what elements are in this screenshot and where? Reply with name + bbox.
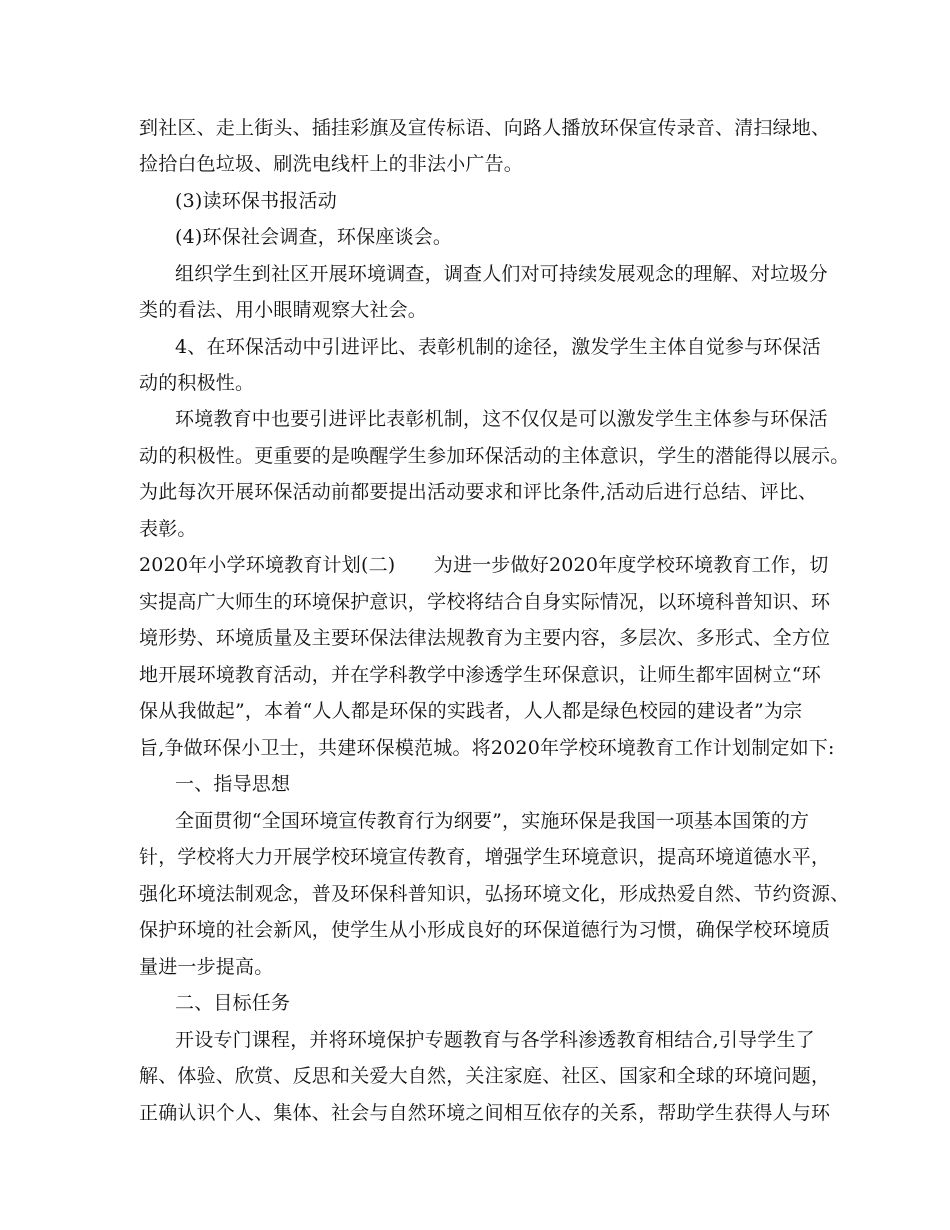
text-line: 旨,争做环保小卫士，共建环保模范城。将2020年学校环境教育工作计划制定如下:	[139, 737, 835, 759]
text-line: 为此每次开展环保活动前都要提出活动要求和评比条件,活动后进行总结、评比、	[139, 481, 818, 503]
text-line: 量进一步提高。	[139, 956, 274, 978]
paragraph-start: 环境教育中也要引进评比表彰机制，这不仅仅是可以激发学生主体参与环保活	[175, 408, 828, 430]
text-line: 解、体验、欣赏、反思和关爱大自然，关注家庭、社区、国家和全球的环境问题，	[139, 1065, 831, 1087]
section-heading: 二、目标任务	[175, 992, 291, 1014]
section-heading: 一、指导思想	[175, 773, 291, 795]
text-line: 捡拾白色垃圾、刷洗电线杆上的非法小广告。	[139, 153, 524, 175]
section-heading: 4、在环保活动中引进评比、表彰机制的途径，激发学生主体自觉参与环保活	[175, 336, 821, 358]
text-line: 针，学校将大力开展学校环境宣传教育，增强学生环境意识，提高环境道德水平，	[139, 846, 831, 868]
text-line: 实提高广大师生的环境保护意识，学校将结合自身实际情况，以环境科普知识、环	[139, 591, 831, 613]
text-line: 境形势、环境质量及主要环保法律法规教育为主要内容，多层次、多形式、全方位	[139, 627, 831, 649]
text-line: 动的积极性。更重要的是唤醒学生参加环保活动的主体意识，学生的潜能得以展示。	[139, 445, 850, 467]
list-item: (4)环保社会调查，环保座谈会。	[175, 226, 453, 248]
text-line: 表彰。	[139, 518, 197, 540]
text-line: 正确认识个人、集体、社会与自然环境之间相互依存的关系，帮助学生获得人与环	[139, 1102, 831, 1124]
text-line: 类的看法、用小眼睛观察大社会。	[139, 299, 428, 321]
text-line: 动的积极性。	[139, 372, 255, 394]
text-line: 保从我做起”，本着“人人都是环保的实践者，人人都是绿色校园的建设者”为宗	[139, 700, 803, 722]
list-item: (3)读环保书报活动	[175, 190, 337, 212]
paragraph-start: 组织学生到社区开展环境调查，调查人们对可持续发展观念的理解、对垃圾分	[175, 263, 828, 285]
text-line: 到社区、走上街头、插挂彩旗及宣传标语、向路人播放环保宣传录音、清扫绿地、	[139, 117, 831, 139]
text-line: 地开展环境教育活动，并在学科教学中渗透学生环保意识，让师生都牢固树立“环	[139, 664, 821, 686]
paragraph-start: 全面贯彻“全国环境宣传教育行为纲要”，实施环保是我国一项基本国策的方	[175, 810, 810, 832]
text-line: 保护环境的社会新风，使学生从小形成良好的环保道德行为习惯，确保学校环境质	[139, 919, 831, 941]
text-line: 强化环境法制观念，普及环保科普知识，弘扬环境文化，形成热爱自然、节约资源、	[139, 883, 850, 905]
paragraph-start: 开设专门课程，并将环境保护专题教育与各学科渗透教育相结合,引导学生了	[175, 1029, 815, 1051]
plan-title-line: 2020年小学环境教育计划(二) 为进一步做好2020年度学校环境教育工作，切	[139, 554, 829, 576]
